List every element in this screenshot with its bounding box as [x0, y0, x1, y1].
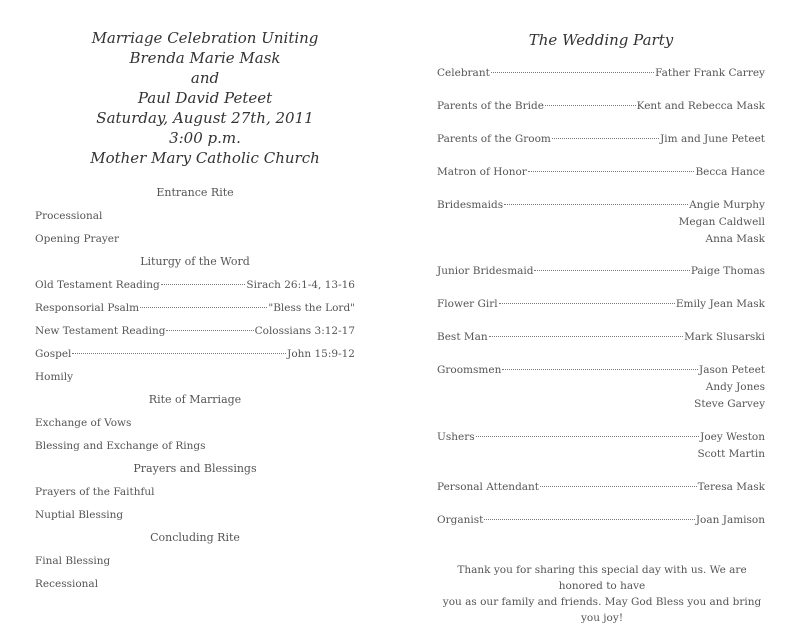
program-header	[35, 28, 375, 168]
prayers-of-faithful: Prayers of the Faithful	[35, 486, 155, 498]
party-value: Teresa Mask	[697, 481, 765, 493]
party-label: Organist	[437, 514, 484, 526]
dot-leader	[504, 204, 688, 205]
liturgy-label: Old Testament Reading	[35, 279, 160, 291]
party-row-ushers	[437, 430, 765, 444]
header-and: and	[190, 69, 220, 87]
party-value: Kent and Rebecca Mask	[636, 100, 765, 112]
blessing-of-rings: Blessing and Exchange of Rings	[35, 440, 206, 452]
party-label: Junior Bridesmaid	[437, 265, 534, 277]
thank-you-line-1: Thank you for sharing this special day with us. We are honored to have	[457, 564, 747, 592]
wedding-time: 3:00 p.m.	[169, 129, 241, 147]
party-row-parents-groom	[437, 132, 765, 146]
dot-leader	[161, 284, 246, 285]
exchange-of-vows: Exchange of Vows	[35, 417, 132, 429]
dot-leader	[489, 336, 684, 337]
liturgy-row	[35, 347, 355, 361]
nuptial-blessing: Nuptial Blessing	[35, 509, 124, 521]
party-row-best-man	[437, 330, 765, 344]
party-row-celebrant	[437, 66, 765, 80]
party-label: Bridesmaids	[437, 199, 504, 211]
section-liturgy: Liturgy of the Word	[140, 255, 250, 268]
party-value: Jim and June Peteet	[660, 133, 765, 145]
dot-leader	[528, 171, 695, 172]
groom-name: Paul David Peteet	[137, 89, 273, 107]
dot-leader	[140, 307, 267, 308]
party-row-flower-girl	[437, 297, 765, 311]
groomsman-name: Andy Jones	[705, 381, 765, 393]
liturgy-label: Responsorial Psalm	[35, 302, 140, 314]
liturgy-row	[35, 278, 355, 292]
dot-leader	[552, 138, 659, 139]
dot-leader	[166, 330, 253, 331]
header-line-1: Marriage Celebration Uniting	[91, 29, 319, 47]
bridesmaid-name: Anna Mask	[705, 233, 765, 245]
processional: Processional	[35, 210, 103, 222]
party-label: Ushers	[437, 431, 475, 443]
usher-name: Scott Martin	[697, 448, 765, 460]
section-prayers: Prayers and Blessings	[133, 462, 257, 475]
thank-you-line-2: you as our family and friends. May God Bless you and bring you joy!	[442, 596, 762, 624]
dot-leader	[72, 353, 286, 354]
party-label: Groomsmen	[437, 364, 502, 376]
dot-leader	[491, 72, 654, 73]
party-value: Emily Jean Mask	[675, 298, 765, 310]
party-value: Becca Hance	[695, 166, 765, 178]
liturgy-label: New Testament Reading	[35, 325, 166, 337]
party-row-matron	[437, 165, 765, 179]
liturgy-value: "Bless the Lord"	[268, 302, 355, 314]
party-row-junior-bridesmaid	[437, 264, 765, 278]
liturgy-value: Colossians 3:12-17	[254, 325, 355, 337]
section-concluding-rite: Concluding Rite	[150, 531, 240, 544]
liturgy-label: Gospel	[35, 348, 72, 360]
party-row-bridesmaids	[437, 198, 765, 212]
party-value: Father Frank Carrey	[655, 67, 765, 79]
party-value: Paige Thomas	[690, 265, 765, 277]
party-value: Jason Peteet	[699, 364, 765, 376]
party-label: Matron of Honor	[437, 166, 527, 178]
church-name: Mother Mary Catholic Church	[90, 149, 320, 167]
party-label: Personal Attendant	[437, 481, 540, 493]
dot-leader	[545, 105, 636, 106]
recessional: Recessional	[35, 578, 99, 590]
party-row-organist	[437, 513, 765, 527]
dot-leader	[534, 270, 689, 271]
liturgy-row	[35, 301, 355, 315]
opening-prayer: Opening Prayer	[35, 233, 119, 245]
party-label: Celebrant	[437, 67, 490, 79]
dot-leader	[476, 436, 700, 437]
party-label: Parents of the Groom	[437, 133, 551, 145]
party-row-personal-attendant	[437, 480, 765, 494]
homily: Homily	[35, 371, 74, 383]
wedding-date: Saturday, August 27th, 2011	[96, 109, 314, 127]
party-value: Joey Weston	[700, 431, 765, 443]
party-row-parents-bride	[437, 99, 765, 113]
liturgy-row	[35, 324, 355, 338]
final-blessing: Final Blessing	[35, 555, 111, 567]
party-label: Flower Girl	[437, 298, 498, 310]
party-value: Mark Slusarski	[684, 331, 765, 343]
section-entrance-rite: Entrance Rite	[156, 186, 234, 199]
dot-leader	[540, 486, 697, 487]
party-label: Parents of the Bride	[437, 100, 544, 112]
party-value: Angie Murphy	[689, 199, 765, 211]
party-value: Joan Jamison	[695, 514, 765, 526]
party-label: Best Man	[437, 331, 488, 343]
bride-name: Brenda Marie Mask	[129, 49, 281, 67]
groomsman-name: Steve Garvey	[694, 398, 765, 410]
dot-leader	[502, 369, 698, 370]
party-row-groomsmen	[437, 363, 765, 377]
dot-leader	[484, 519, 695, 520]
wedding-party-title: The Wedding Party	[528, 31, 674, 49]
dot-leader	[499, 303, 675, 304]
bridesmaid-name: Megan Caldwell	[678, 216, 765, 228]
thank-you-note	[438, 562, 766, 626]
section-rite-of-marriage: Rite of Marriage	[148, 393, 242, 406]
liturgy-value: John 15:9-12	[287, 348, 355, 360]
liturgy-value: Sirach 26:1-4, 13-16	[246, 279, 355, 291]
